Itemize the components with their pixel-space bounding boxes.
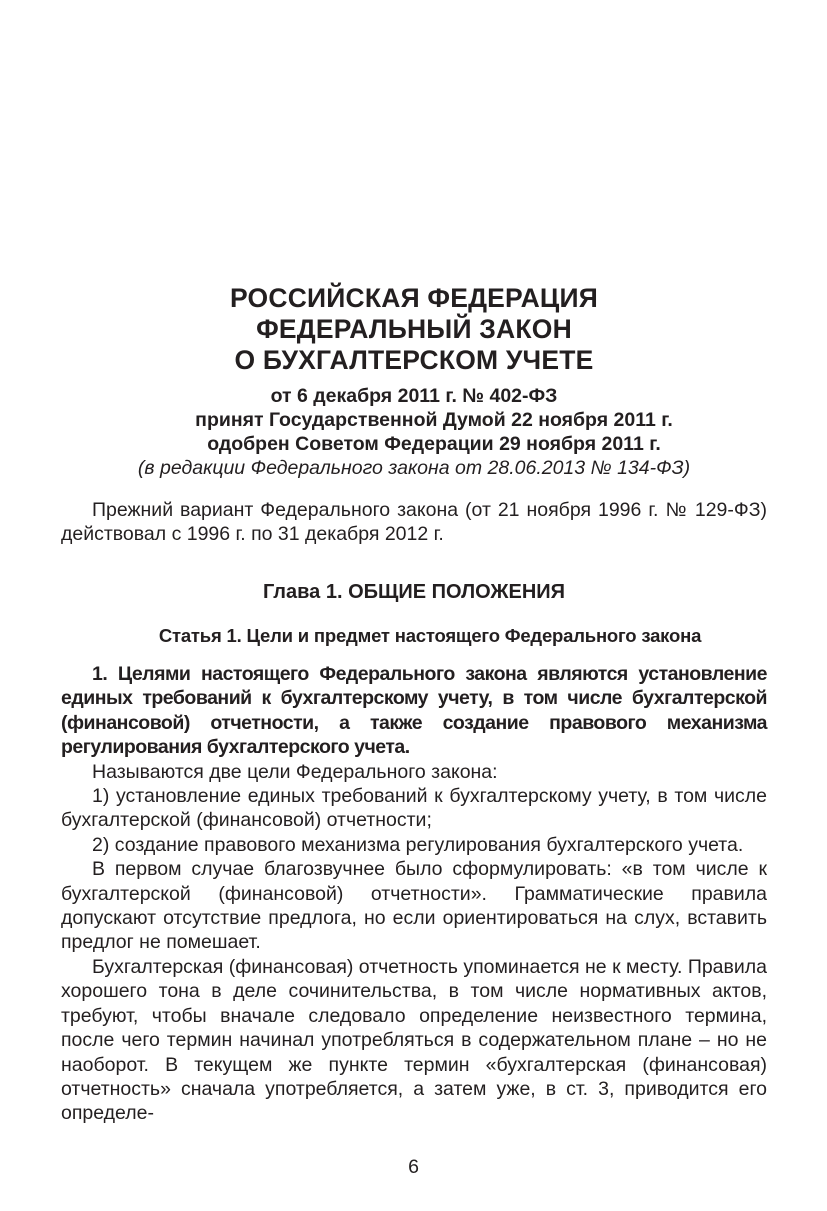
commentary-paragraph: 1) установление единых требований к бухгалтерскому учету, в том числе бухгалтерской (финансовой) отчетности; [61,785,767,832]
law-date-number: от 6 декабря 2011 г. № 402-ФЗ [270,385,558,407]
intro-note [61,498,767,547]
commentary-paragraph: В первом случае благозвучнее было сформулировать: «в том числе к бухгалтерской (финансовой) отчетности». Грамматические правила допускают отсутствие предлога, но если ориентироваться на слух, вставить предлог не помешает. [61,858,767,954]
title-country: РОССИЙСКАЯ ФЕДЕРАЦИЯ [230,283,598,313]
law-approved: одобрен Советом Федерации 29 ноября 2011 г. [207,433,661,455]
commentary-paragraph: Бухгалтерская (финансовая) отчетность упоминается не к месту. Правила хорошего тона в деле сочинительства, в том числе нормативных актов, требуют, чтобы вначале следовало определение неизвестного термина, после чего термин начинал употребляться в содержательном плане – но не наоборот. В текущем же пункте термин «бухгалтерская (финансовая) отчетность» сначала употребляется, а затем уже, в ст. 3, приводится его определе- [61,955,767,1125]
article-heading: Статья 1. Цели и предмет настоящего Федерального закона [158,625,702,646]
commentary-paragraph: Называются две цели Федерального закона: [92,760,498,783]
chapter-heading: Глава 1. ОБЩИЕ ПОЛОЖЕНИЯ [262,581,566,603]
article-clause: 1. Целями настоящего Федерального закона являются установление единых требований к бухгалтерскому учету, в том числе бухгалтерской (финансовой) отчетности, а также создание правового механизма регулирования бухгалтерского учета. [61,663,767,759]
title-law-name: О БУХГАЛТЕРСКОМ УЧЕТЕ [234,345,594,375]
commentary-paragraph: 2) создание правового механизма регулирования бухгалтерского учета. [92,833,744,856]
title-law-type: ФЕДЕРАЛЬНЫЙ ЗАКОН [256,314,572,344]
law-heading [60,283,768,480]
intro-paragraph: Прежний вариант Федерального закона (от 21 ноября 1996 г. № 129-ФЗ) действовал с 1996 г. по 31 декабря 2012 г. [61,499,767,546]
law-adopted: принят Государственной Думой 22 ноября 2011 г. [195,409,673,431]
law-edition: (в редакции Федерального закона от 28.06.2013 № 134-ФЗ) [137,457,691,479]
page-number: 6 [408,1156,419,1178]
article-body [61,662,767,1126]
